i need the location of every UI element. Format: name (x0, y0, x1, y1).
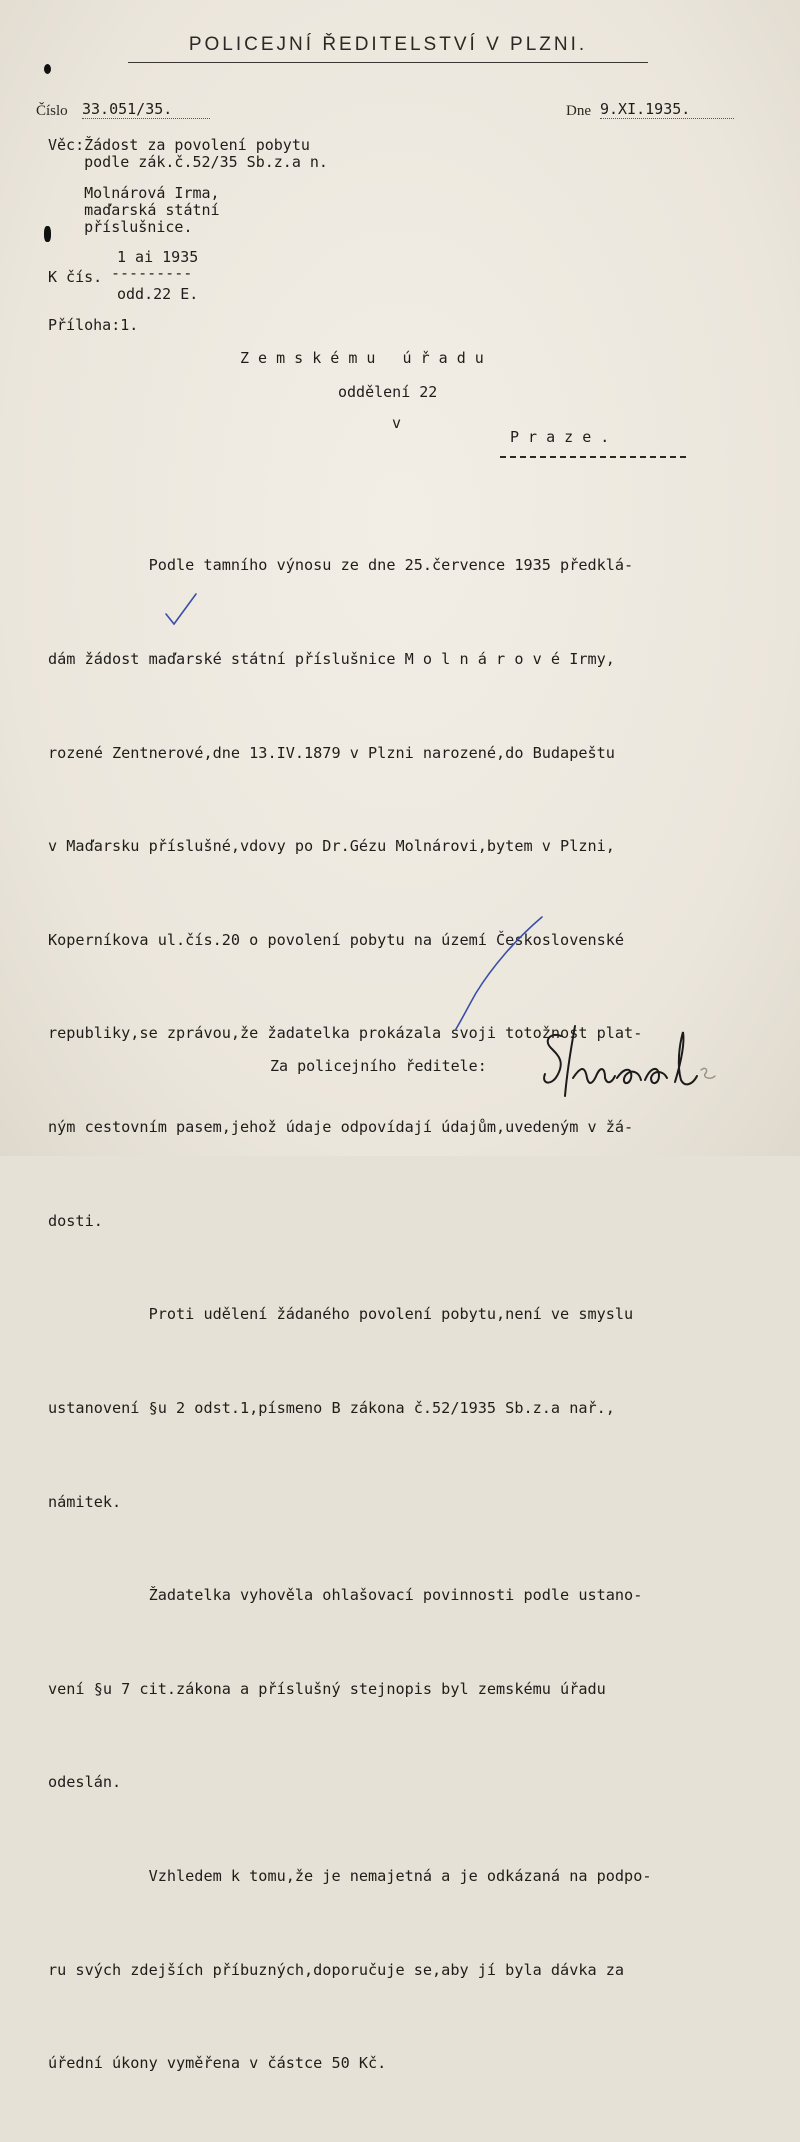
letter-body (48, 488, 758, 2142)
subject-line: maďarská státní (48, 201, 220, 219)
file-ref-bottom: odd.22 E. (117, 285, 199, 303)
subject-line: příslušnice. (48, 218, 193, 236)
reference-number-value: 33.051/35. (82, 100, 210, 119)
recipient-line: v (392, 414, 402, 432)
file-ref-top: 1 ai 1935 (117, 248, 199, 266)
handwritten-signature (535, 1022, 725, 1102)
body-line: dosti. (48, 1211, 103, 1230)
body-line: dám žádost maďarské státní příslušnice M o l n á r o v é Irmy, (48, 650, 615, 669)
attachment-note: Příloha:1. (48, 316, 139, 334)
body-line: ru svých zdejších příbuzných,doporučuje se,aby jí byla dávka za (48, 1960, 625, 1979)
subject-line: Molnárová Irma, (48, 184, 220, 202)
body-line: rozené Zentnerové,dne 13.IV.1879 v Plzni narozené,do Budapeštu (48, 743, 615, 762)
pen-check-mark (160, 590, 200, 630)
body-line: Vzhledem k tomu,že je nemajetná a je odkázaná na podpo- (48, 1866, 652, 1885)
body-line: Koperníkova ul.čís.20 o povolení pobytu na území Československé (48, 930, 625, 949)
file-ref-label: K čís. (48, 268, 103, 286)
body-line: vení §u 7 cit.zákona a příslušný stejnopis byl zemskému úřadu (48, 1679, 606, 1698)
body-line: ným cestovním pasem,jehož údaje odpovídají údajům,uvedeným v žá- (48, 1118, 634, 1137)
recipient-city: P r a z e . (510, 428, 610, 446)
pen-stroke-mark (420, 905, 560, 1035)
punch-hole-mark (44, 64, 51, 74)
body-line: Podle tamního výnosu ze dne 25.července 1935 předklá- (48, 556, 634, 575)
signature-label: Za policejního ředitele: (270, 1057, 487, 1075)
body-line: úřední úkony vyměřena v částce 50 Kč. (48, 2054, 387, 2073)
body-line: Proti udělení žádaného povolení pobytu,není ve smyslu (48, 1305, 634, 1324)
body-line: ustanovení §u 2 odst.1,písmeno B zákona č.52/1935 Sb.z.a nař., (48, 1398, 615, 1417)
recipient-underline (500, 456, 686, 458)
body-line: Žadatelka vyhověla ohlašovací povinnosti podle ustano- (48, 1586, 643, 1605)
date-value: 9.XI.1935. (600, 100, 734, 119)
body-line: v Maďarsku příslušné,vdovy po Dr.Gézu Molnárovi,bytem v Plzni, (48, 837, 615, 856)
reference-number-label: Číslo (36, 103, 68, 119)
recipient-line: oddělení 22 (338, 383, 438, 401)
file-ref-dashes: --------- (111, 264, 193, 282)
recipient-line: Z e m s k é m u ú ř a d u (240, 349, 484, 367)
date-label: Dne (566, 103, 591, 119)
body-line: námitek. (48, 1492, 122, 1511)
subject-line: podle zák.č.52/35 Sb.z.a n. (48, 153, 328, 171)
body-line: republiky,se zprávou,že žadatelka prokázala svoji totožnost plat- (48, 1024, 643, 1043)
subject-line: Věc:Žádost za povolení pobytu (48, 136, 310, 154)
letterhead-title: POLICEJNÍ ŘEDITELSTVÍ V PLZNI. (128, 34, 648, 63)
body-line: odeslán. (48, 1773, 122, 1792)
